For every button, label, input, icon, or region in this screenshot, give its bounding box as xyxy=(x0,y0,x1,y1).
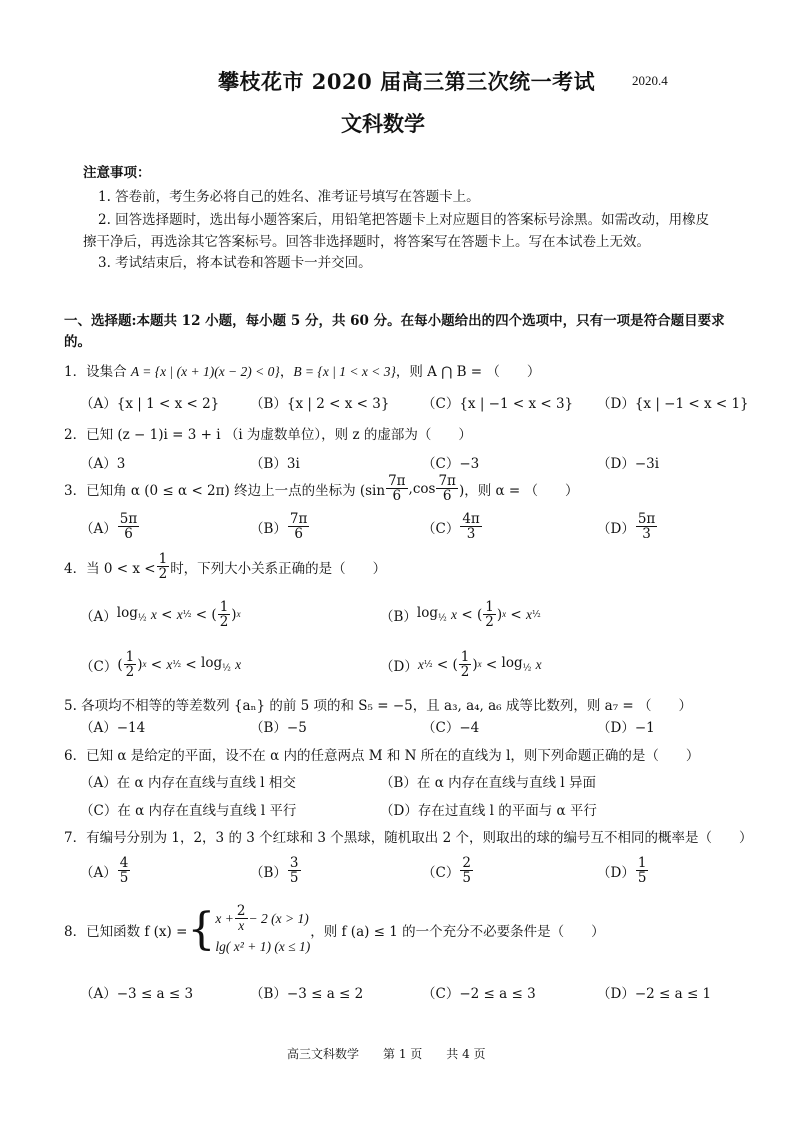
q8-option-b: （B）−3 ≤ a ≤ 2 xyxy=(250,986,364,1002)
q8-stem-start: 8．已知函数 f (x) = xyxy=(64,923,188,940)
q7-option-b-num: 3 xyxy=(289,855,299,871)
q2-option-d: （D）−3i xyxy=(597,456,660,472)
section-heading-cont: 的。 xyxy=(64,334,91,350)
exam-subtitle: 文科数学 xyxy=(341,111,425,136)
section-heading: 一、选择题:本题共 12 小题，每小题 5 分，共 60 分。在每小题给出的四个选项中，只有一项是符合题目要求 xyxy=(64,313,725,329)
q5-option-c: （C）−4 xyxy=(422,720,480,736)
q4-option-c-label: （C） xyxy=(80,658,118,675)
q3-stem-start: 3．已知角 α (0 ≤ α < 2π) 终边上一点的坐标为 (sin xyxy=(64,482,386,499)
q8-case1-den: x xyxy=(238,918,245,934)
question-5-stem: 5. 各项均不相等的等差数列 {aₙ} 的前 5 项的和 S₅ = −5，且 a₃, a₄, a₆ 成等比数列，则 a₇ = （ ） xyxy=(64,698,693,714)
q3-frac2-den: 6 xyxy=(442,488,452,505)
q7-option-d xyxy=(597,856,649,885)
q1-set-b: B = {x | 1 < x < 3} xyxy=(293,364,396,379)
q3-fraction-2 xyxy=(436,474,457,503)
q3-frac2-num: 7π xyxy=(438,473,456,489)
q7-option-d-num: 1 xyxy=(637,855,647,871)
q3-frac1-den: 6 xyxy=(392,488,402,505)
q3-option-a-label: （A） xyxy=(80,520,117,537)
question-8-stem xyxy=(64,904,605,955)
q8-option-a: （A）−3 ≤ a ≤ 3 xyxy=(80,986,194,1002)
notice-item-1: 1. 答卷前，考生务必将自己的姓名、准考证号填写在答题卡上。 xyxy=(98,189,480,205)
q8-case1-start: x + xyxy=(215,910,234,926)
page-footer: 高三文科数学 第 1 页 共 4 页 xyxy=(287,1047,486,1061)
q3-option-c xyxy=(422,512,483,541)
q3-fraction-1 xyxy=(386,474,407,503)
q6-option-a: （A）在 α 内存在直线与直线 l 相交 xyxy=(80,775,296,791)
q4-option-d-label: （D） xyxy=(380,658,418,675)
q7-option-d-label: （D） xyxy=(597,864,635,881)
q8-case-2: lg( x² + 1) (x ≤ 1) xyxy=(215,939,311,955)
q3-option-d-den: 3 xyxy=(642,526,651,543)
q7-option-b-den: 5 xyxy=(289,870,299,887)
q3-option-b-den: 6 xyxy=(294,526,303,543)
q3-option-c-label: （C） xyxy=(422,520,460,537)
question-2-stem: 2．已知 (z − 1)i = 3 + i （i 为虚数单位），则 z 的虚部为（ ） xyxy=(64,427,472,443)
q3-option-a-den: 6 xyxy=(124,526,133,543)
q3-stem-end: )，则 α = （ ） xyxy=(458,482,579,499)
q4-option-b: （B） $\log_{\frac{1}{2}}$ x < ( $\frac{1}{2}$ ) x < x ½ xyxy=(380,599,541,631)
question-3-stem xyxy=(64,474,579,503)
exam-date: 2020.4 xyxy=(632,73,668,88)
q1-option-b: （B）{x | 2 < x < 3} xyxy=(250,396,390,412)
q5-option-b: （B）−5 xyxy=(250,720,307,736)
q1-option-d: （D）{x | −1 < x < 1} xyxy=(597,396,749,412)
q1-set-a: A = {x | (x + 1)(x − 2) < 0} xyxy=(130,364,280,379)
q8-piecewise-cases xyxy=(215,904,310,955)
q4-stem-start: 4．当 0 < x < xyxy=(64,560,156,577)
question-6-stem: 6．已知 α 是给定的平面，设不在 α 内的任意两点 M 和 N 所在的直线为 l，则下列命题正确的是（ ） xyxy=(64,748,700,764)
q7-option-c-num: 2 xyxy=(462,855,471,871)
notice-heading: 注意事项： xyxy=(83,165,151,181)
q1-option-a: （A）{x | 1 < x < 2} xyxy=(80,396,220,412)
q3-option-d-label: （D） xyxy=(597,520,635,537)
q2-option-c: （C）−3 xyxy=(422,456,480,472)
q5-option-d: （D）−1 xyxy=(597,720,655,736)
q3-option-d xyxy=(597,512,658,541)
q4-option-a: （A） $\log_{\frac{1}{2}}$ x < x ½ < ( $\frac{1}{2}$ ) x xyxy=(80,599,241,631)
q4-option-d: （D） x ½ < ( $\frac{1}{2}$ ) x < $\log_{\frac{1}{2}}$ x xyxy=(380,649,542,681)
q7-option-c-den: 5 xyxy=(462,870,471,887)
q6-option-c: （C）在 α 内存在直线与直线 l 平行 xyxy=(80,803,297,819)
q7-option-a xyxy=(80,856,131,885)
q3-option-b xyxy=(250,512,310,541)
q8-option-d: （D）−2 ≤ a ≤ 1 xyxy=(597,986,712,1002)
q3-option-c-den: 3 xyxy=(466,526,476,543)
q7-option-a-num: 4 xyxy=(119,855,129,871)
exam-title: 攀枝花市 2020 届高三第三次统一考试 xyxy=(218,69,596,94)
q1-stem-start: 1．设集合 xyxy=(64,364,131,380)
question-4-stem xyxy=(64,552,386,581)
q8-option-c: （C）−2 ≤ a ≤ 3 xyxy=(422,986,536,1002)
q6-option-b: （B）在 α 内存在直线与直线 l 异面 xyxy=(380,775,597,791)
q2-option-b: （B）3i xyxy=(250,456,300,472)
question-1-stem xyxy=(64,360,540,380)
q4-frac-num: 1 xyxy=(158,551,168,567)
q1-option-c: （C）{x | −1 < x < 3} xyxy=(422,396,574,412)
q3-stem-mid: ,cos xyxy=(408,480,436,497)
q7-option-d-den: 5 xyxy=(637,870,647,887)
q3-option-d-num: 5π xyxy=(637,511,656,527)
q3-frac1-num: 7π xyxy=(388,473,406,489)
q7-option-b xyxy=(250,856,302,885)
q8-case1-end: − 2 (x > 1) xyxy=(248,910,309,926)
question-7-stem: 7．有编号分别为 1，2，3 的 3 个红球和 3 个黑球，随机取出 2 个，则取出的球的编号互不相同的概率是（ ） xyxy=(64,830,753,846)
q6-option-d: （D）存在过直线 l 的平面与 α 平行 xyxy=(380,803,597,819)
q7-option-a-den: 5 xyxy=(119,870,129,887)
q2-option-a: （A）3 xyxy=(80,456,126,472)
q4-option-b-label: （B） xyxy=(380,608,417,625)
q4-option-a-label: （A） xyxy=(80,608,117,625)
q3-option-b-num: 7π xyxy=(289,511,308,527)
q8-stem-end: ，则 f (a) ≤ 1 的一个充分不必要条件是（ ） xyxy=(310,923,605,940)
notice-item-3: 3. 考试结束后，将本试卷和答题卡一并交回。 xyxy=(98,255,372,271)
q7-option-c-label: （C） xyxy=(422,864,460,881)
q1-stem-end: ，则 A ⋂ B = （ ） xyxy=(395,364,541,380)
q3-option-a xyxy=(80,512,140,541)
q4-stem-end: 时，下列大小关系正确的是（ ） xyxy=(170,560,387,577)
q4-frac-den: 2 xyxy=(158,566,168,583)
q3-option-c-num: 4π xyxy=(462,511,480,527)
notice-item-2-cont: 擦干净后，再选涂其它答案标号。回答非选择题时，将答案写在答题卡上。写在本试卷上无效。 xyxy=(83,234,650,250)
q8-case-1 xyxy=(215,904,310,933)
q3-option-b-label: （B） xyxy=(250,520,287,537)
q7-option-b-label: （B） xyxy=(250,864,287,881)
q8-case1-num: 2 xyxy=(236,903,246,919)
q3-option-a-num: 5π xyxy=(119,511,138,527)
notice-item-2: 2. 回答选择题时，选出每小题答案后，用铅笔把答题卡上对应题目的答案标号涂黑。如需改动，用橡皮 xyxy=(98,212,710,228)
q7-option-c xyxy=(422,856,474,885)
piecewise-brace: { xyxy=(187,903,216,955)
q1-separator: ， xyxy=(279,364,294,380)
q5-option-a: （A）−14 xyxy=(80,720,146,736)
q4-option-c: （C） ( $\frac{1}{2}$ ) x < x ½ < $\log_{\frac{1}{2}}$ x xyxy=(80,649,242,681)
q7-option-a-label: （A） xyxy=(80,864,117,881)
